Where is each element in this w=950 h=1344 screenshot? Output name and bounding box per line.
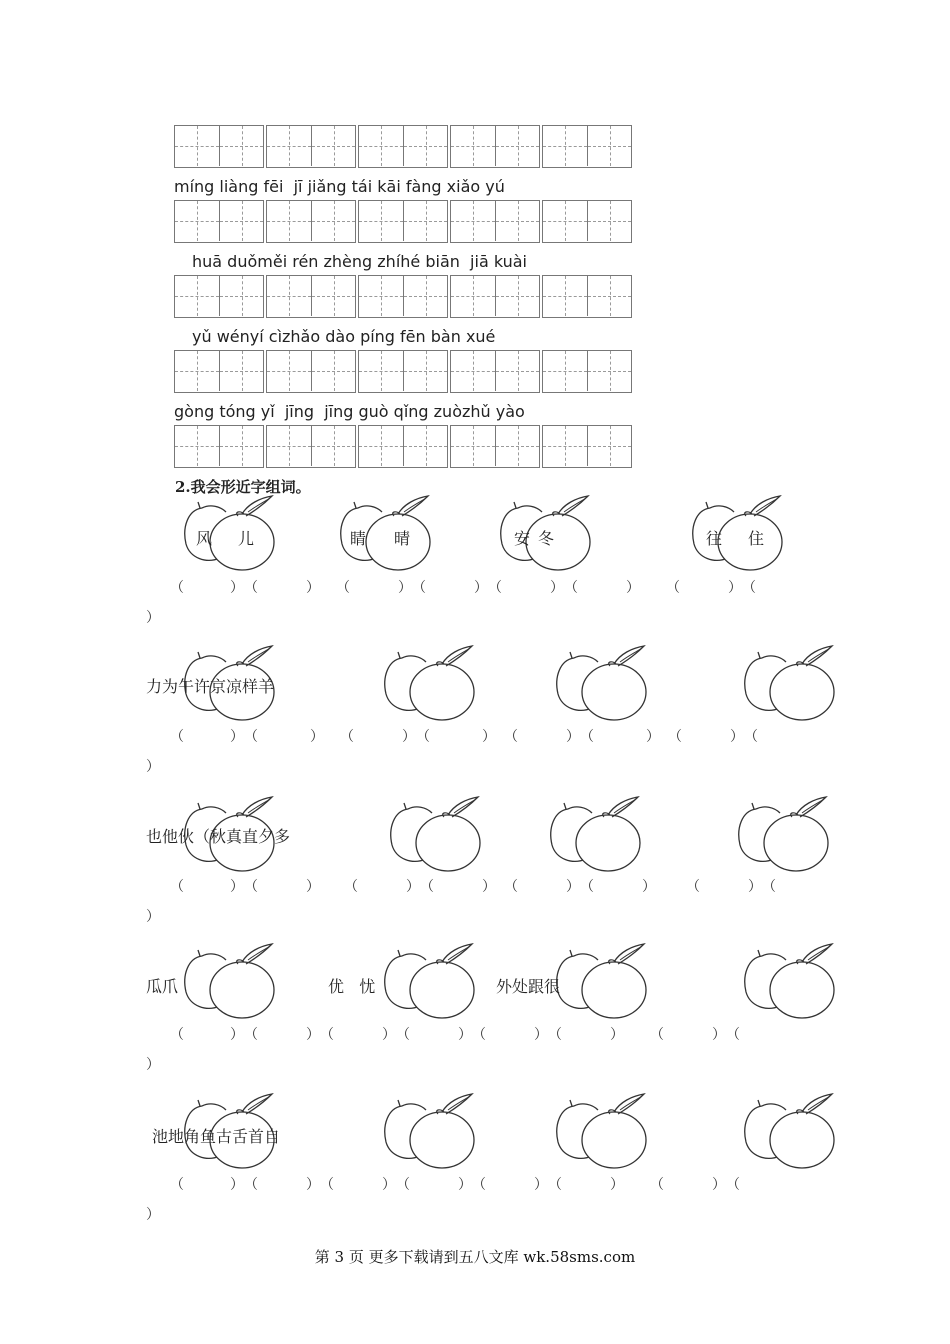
apple-pair (740, 642, 860, 732)
apple-pair-icon (546, 793, 666, 883)
apple-pair (380, 642, 500, 732)
writing-grid-row-4[interactable] (174, 350, 632, 393)
apple-pair (380, 1090, 500, 1180)
word-list-row-4a: 瓜爪 (146, 977, 179, 996)
answer-blanks-row-3[interactable]: （ ） （ ） （ ） （ ） （ ） （ ） （ ） （ ） (146, 879, 776, 925)
apple-pair (552, 642, 672, 732)
apple-right-char: 儿 (238, 529, 255, 548)
apple-pair (740, 1090, 860, 1180)
apple-pair (180, 940, 300, 1030)
apple-pair (552, 940, 672, 1030)
apple-pair-icon (380, 1090, 500, 1180)
apple-right-char: 住 (748, 529, 765, 548)
apple-pair (496, 492, 616, 582)
apple-pair (552, 1090, 672, 1180)
answer-blanks-row-2[interactable]: （ ） （ ） （ ） （ ） （ ） （ ） （ ） （ ） (146, 729, 758, 775)
apple-left-char: 睛 (350, 529, 367, 548)
answer-blanks-row-5[interactable]: （ ） （ ） （ ） （ ） （ ） （ ） （ ） （ ） (146, 1177, 740, 1223)
answer-blanks-row-4[interactable]: （ ） （ ） （ ） （ ） （ ） （ ） （ ） （ ） (146, 1027, 740, 1073)
apple-right-char: 冬 (538, 529, 555, 548)
word-list-row-3: 也他伙（秋真直夕多 (146, 827, 291, 846)
page-footer: 第 3 页 更多下载请到五八文库 wk.58sms.com (314, 1248, 636, 1266)
pinyin-line-1: míng liàng fēi jī jiǎng tái kāi fàng xiǎo yú (174, 177, 505, 196)
writing-grid-row-3[interactable] (174, 275, 632, 318)
apple-right-char: 晴 (394, 529, 411, 548)
pinyin-line-4: gòng tóng yǐ jīng jīng guò qǐng zuòzhǔ yào (174, 402, 525, 421)
answer-blanks-row-1[interactable]: （ ） （ ） （ ） （ ） （ ） （ ） （ ） （ ） (146, 580, 756, 626)
apple-pair (380, 940, 500, 1030)
apple-pair-icon (386, 793, 506, 883)
section-heading: 2.我会形近字组词。 (175, 478, 311, 496)
apple-pair-icon (734, 793, 854, 883)
apple-pair (688, 492, 808, 582)
apple-pair-icon (552, 642, 672, 732)
word-list-row-2: 力为午许京凉样羊 (146, 677, 275, 696)
apple-pair (546, 793, 666, 883)
word-list-row-4c: 外处跟很 (496, 977, 561, 996)
apple-pair (386, 793, 506, 883)
apple-left-char: 安 (514, 529, 531, 548)
apple-pair (336, 492, 456, 582)
word-list-row-5: 池地角鱼古舌首自 (152, 1127, 281, 1146)
apple-pair-icon (740, 642, 860, 732)
apple-left-char: 往 (706, 529, 723, 548)
apple-pair-icon (380, 642, 500, 732)
word-list-row-4b: 优 忧 (328, 977, 376, 996)
apple-pair-icon (740, 1090, 860, 1180)
writing-grid-row-5[interactable] (174, 425, 632, 468)
apple-pair-icon (380, 940, 500, 1030)
pinyin-line-2: huā duǒměi rén zhèng zhíhé biān jiā kuài (192, 252, 527, 271)
writing-grid-row-2[interactable] (174, 200, 632, 243)
apple-pair-icon (552, 1090, 672, 1180)
writing-grid-row-1[interactable] (174, 125, 632, 168)
apple-pair-icon (552, 940, 672, 1030)
apple-pair-icon (180, 940, 300, 1030)
apple-pair (740, 940, 860, 1030)
apple-pair (734, 793, 854, 883)
pinyin-line-3: yǔ wényí cìzhǎo dào píng fēn bàn xué (192, 327, 496, 346)
apple-pair-icon (740, 940, 860, 1030)
apple-pair (180, 492, 300, 582)
apple-left-char: 风 (196, 529, 213, 548)
